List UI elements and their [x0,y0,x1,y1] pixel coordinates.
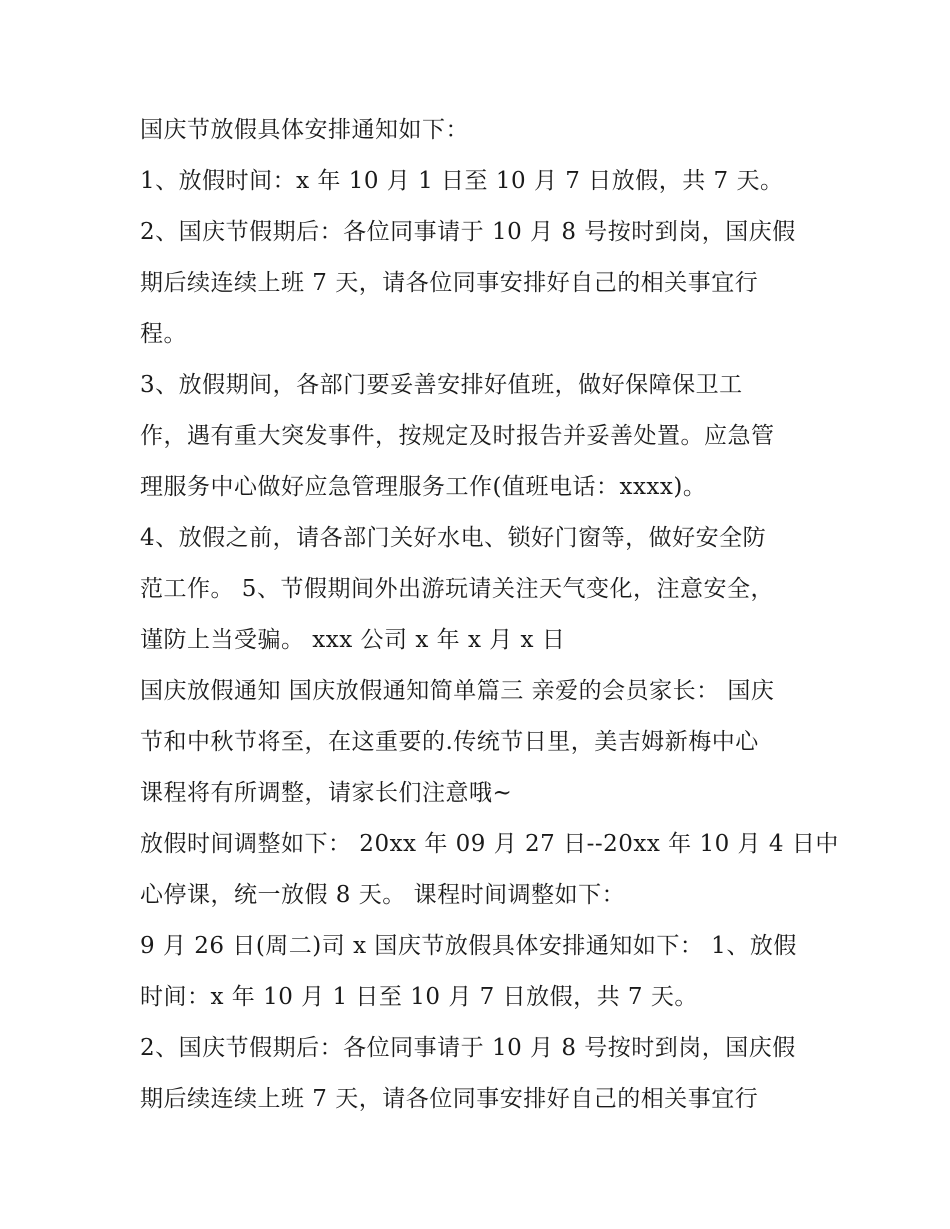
text-line: 期后续连续上班 7 天，请各位同事安排好自己的相关事宜行 [140,1086,759,1112]
text-line: 时间：x 年 10 月 1 日至 10 月 7 日放假，共 7 天。 [140,984,698,1010]
text-line: 国庆放假通知 国庆放假通知简单篇三 亲爱的会员家长： 国庆 [140,678,775,704]
text-line: 3、放假期间，各部门要妥善安排好值班，做好保障保卫工 [140,372,743,398]
text-line: 作，遇有重大突发事件，按规定及时报告并妥善处置。应急管 [140,423,775,449]
text-line: 2、国庆节假期后：各位同事请于 10 月 8 号按时到岗，国庆假 [140,219,796,245]
text-line: 心停课，统一放假 8 天。 课程时间调整如下： [140,882,626,908]
text-line: 1、放假时间：x 年 10 月 1 日至 10 月 7 日放假，共 7 天。 [140,168,784,194]
text-line: 课程将有所调整，请家长们注意哦~ [140,780,513,806]
text-line: 9 月 26 日(周二)司 x 国庆节放假具体安排通知如下： 1、放假 [140,933,797,959]
text-line: 理服务中心做好应急管理服务工作(值班电话：xxxx)。 [140,474,707,500]
text-line: 4、放假之前，请各部门关好水电、锁好门窗等，做好安全防 [140,525,767,551]
text-line: 范工作。 5、节假期间外出游玩请关注天气变化，注意安全， [140,576,774,602]
text-line: 国庆节放假具体安排通知如下： [140,117,469,143]
document-body [140,105,839,1125]
text-line: 节和中秋节将至，在这重要的.传统节日里，美吉姆新梅中心 [140,729,759,755]
text-line: 谨防上当受骗。 xxx 公司 x 年 x 月 x 日 [140,627,566,653]
text-line: 2、国庆节假期后：各位同事请于 10 月 8 号按时到岗，国庆假 [140,1035,796,1061]
text-line: 期后续连续上班 7 天，请各位同事安排好自己的相关事宜行 [140,270,759,296]
text-line: 程。 [140,321,187,347]
text-line: 放假时间调整如下： 20xx 年 09 月 27 日--20xx 年 10 月 4 日中 [140,831,839,857]
